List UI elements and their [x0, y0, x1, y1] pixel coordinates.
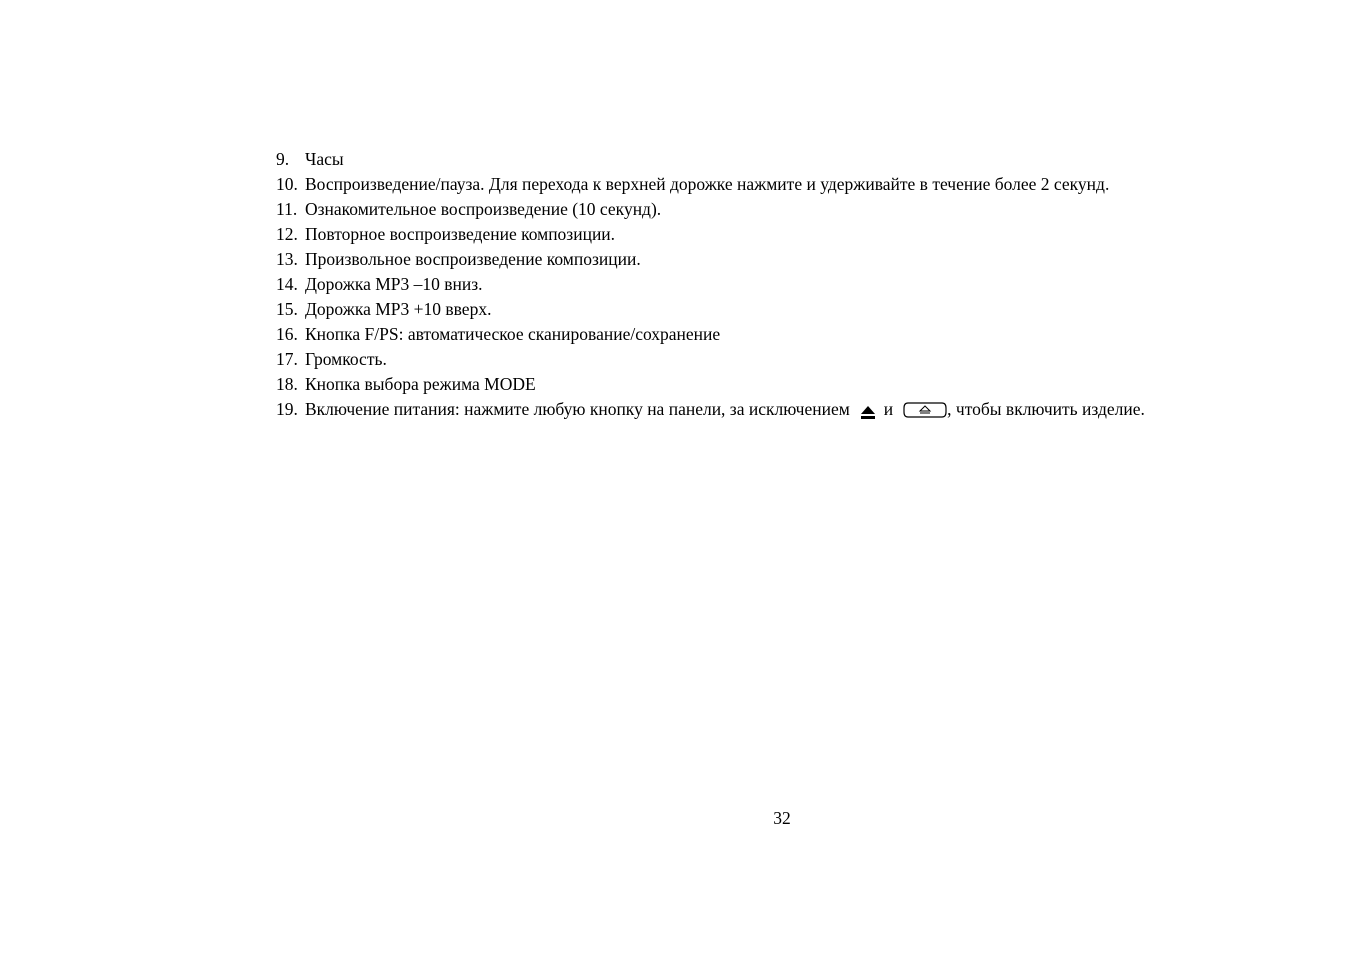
item-number: 9. — [276, 149, 290, 169]
item-number: 17. — [276, 349, 298, 369]
item-text-before: Включение питания: нажмите любую кнопку на панели, за исключением — [305, 399, 850, 419]
item-text: Громкость. — [305, 349, 387, 369]
panel-release-button-icon — [903, 400, 947, 420]
list-item — [276, 222, 1145, 247]
list-item — [276, 347, 1145, 372]
list-item — [276, 272, 1145, 297]
item-number: 15. — [276, 299, 298, 319]
item-text: Ознакомительное воспроизведение (10 секунд). — [305, 199, 662, 219]
item-number: 19. — [276, 399, 298, 419]
instruction-list — [276, 147, 1145, 422]
eject-icon — [860, 402, 876, 418]
list-item — [276, 372, 1145, 397]
item-text: Кнопка выбора режима MODE — [305, 374, 536, 394]
item-text: Часы — [305, 149, 344, 169]
item-number: 12. — [276, 224, 298, 244]
list-item — [276, 247, 1145, 272]
item-text-and: и — [883, 399, 894, 419]
item-text: Кнопка F/PS: автоматическое сканирование/сохранение — [305, 324, 721, 344]
item-text: Воспроизведение/пауза. Для перехода к верхней дорожке нажмите и удерживайте в течение более 2 секунд. — [305, 174, 1110, 194]
item-text: Дорожка MP3 +10 вверх. — [305, 299, 492, 319]
list-item — [276, 197, 1145, 222]
list-item — [276, 322, 1145, 347]
item-number: 16. — [276, 324, 298, 344]
item-text: Дорожка MP3 –10 вниз. — [305, 274, 483, 294]
item-number: 14. — [276, 274, 298, 294]
item-number: 13. — [276, 249, 298, 269]
list-item — [276, 297, 1145, 322]
list-item — [276, 172, 1145, 197]
list-item — [276, 397, 1145, 422]
item-number: 18. — [276, 374, 298, 394]
page-number: 32 — [773, 808, 791, 828]
item-text: Произвольное воспроизведение композиции. — [305, 249, 641, 269]
item-text-after: , чтобы включить изделие. — [947, 399, 1145, 419]
item-number: 10. — [276, 174, 298, 194]
item-number: 11. — [276, 199, 298, 219]
item-text: Повторное воспроизведение композиции. — [305, 224, 616, 244]
list-item — [276, 147, 1145, 172]
